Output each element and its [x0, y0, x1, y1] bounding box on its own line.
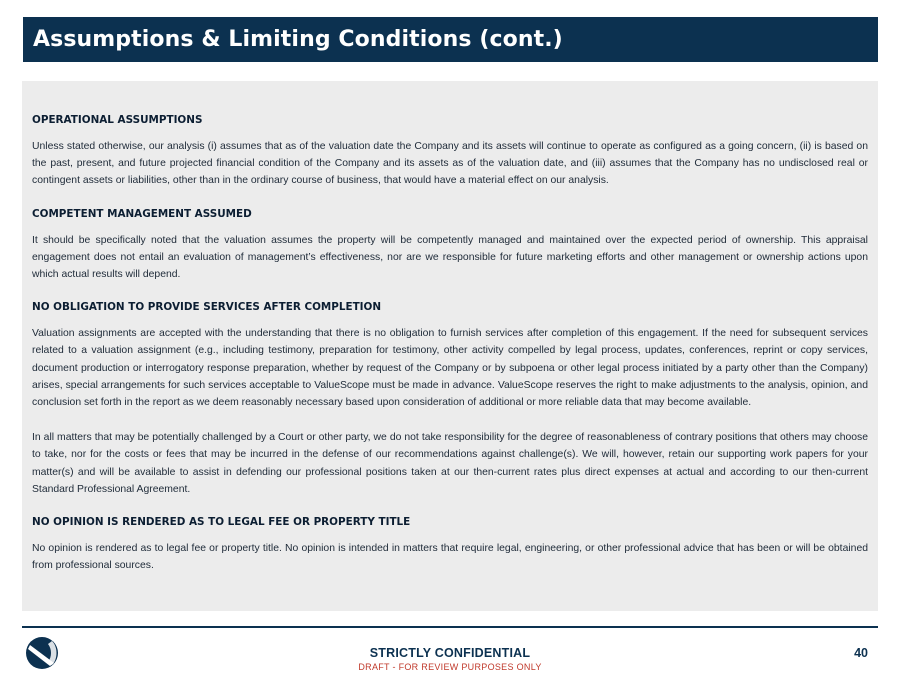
content-panel: [22, 81, 878, 611]
section-paragraph: It should be specifically noted that the valuation assumes the property will be competently managed and maintained over the expected period of ownership. This appraisal engagement does not entail an evaluation of management’s effectiveness, nor are we responsible for future marketing efforts and other management or ownership actions upon which actual results will depend.: [32, 234, 868, 281]
page-number: 40: [854, 646, 868, 660]
title-bar: [23, 17, 878, 62]
page-title: Assumptions & Limiting Conditions (cont.): [33, 27, 563, 52]
section-heading-no-obligation: NO OBLIGATION TO PROVIDE SERVICES AFTER COMPLETION: [32, 301, 382, 314]
section-paragraph: Unless stated otherwise, our analysis (i) assumes that as of the valuation date the Company and its assets will continue to operate as configured as a going concern, (ii) is based on the past, present, and future projected financial condition of the Company and its assets as of the valuation date, and (iii) assumes that the Company has no undisclosed real or contingent assets or liabilities, other than in the ordinary course of business, that would have a material effect on our analysis.: [32, 141, 868, 187]
footer-divider: [22, 626, 878, 628]
section-paragraph: Valuation assignments are accepted with the understanding that there is no obligation to furnish services after completion of this engagement. If the need for subsequent services related to a valuation assignment (e.g., including testimony, preparation for testimony, other activity compelled by legal process, updates, conferences, reprint or copy services, document production or interrogatory response preparation, whether by request of the Company or by subpoena or other legal process initiated by a party other than the Company) arises, special arrangements for such services acceptable to ValueScope must be made in advance. ValueScope reserves the right to make adjustments to the analysis, opinion, and conclusion set forth in the report as we deem reasonably necessary based upon consideration of additional or more reliable data that may become available.: [32, 328, 868, 409]
section-paragraph: No opinion is rendered as to legal fee or property title. No opinion is intended in matters that require legal, engineering, or other professional advice that has been or will be obtained from professional sources.: [32, 543, 868, 572]
section-heading-operational: OPERATIONAL ASSUMPTIONS: [32, 114, 203, 126]
confidential-label: STRICTLY CONFIDENTIAL: [369, 646, 531, 660]
section-paragraph: In all matters that may be potentially challenged by a Court or other party, we do not take responsibility for the degree of reasonableness of contrary positions that others may choose to take, nor for the costs or fees that may be incurred in the defense of our recommendations against challenge(s). We will, however, retain our supporting work papers for your matter(s) and will be available to assist in defending our professional positions taken at our then-current rates plus direct expenses at actual and according to our then-current Standard Professional Agreement.: [32, 432, 868, 495]
draft-label: DRAFT - FOR REVIEW PURPOSES ONLY: [358, 662, 542, 672]
section-heading-no-opinion: NO OPINION IS RENDERED AS TO LEGAL FEE OR PROPERTY TITLE: [32, 516, 411, 529]
section-heading-management: COMPETENT MANAGEMENT ASSUMED: [32, 207, 252, 220]
